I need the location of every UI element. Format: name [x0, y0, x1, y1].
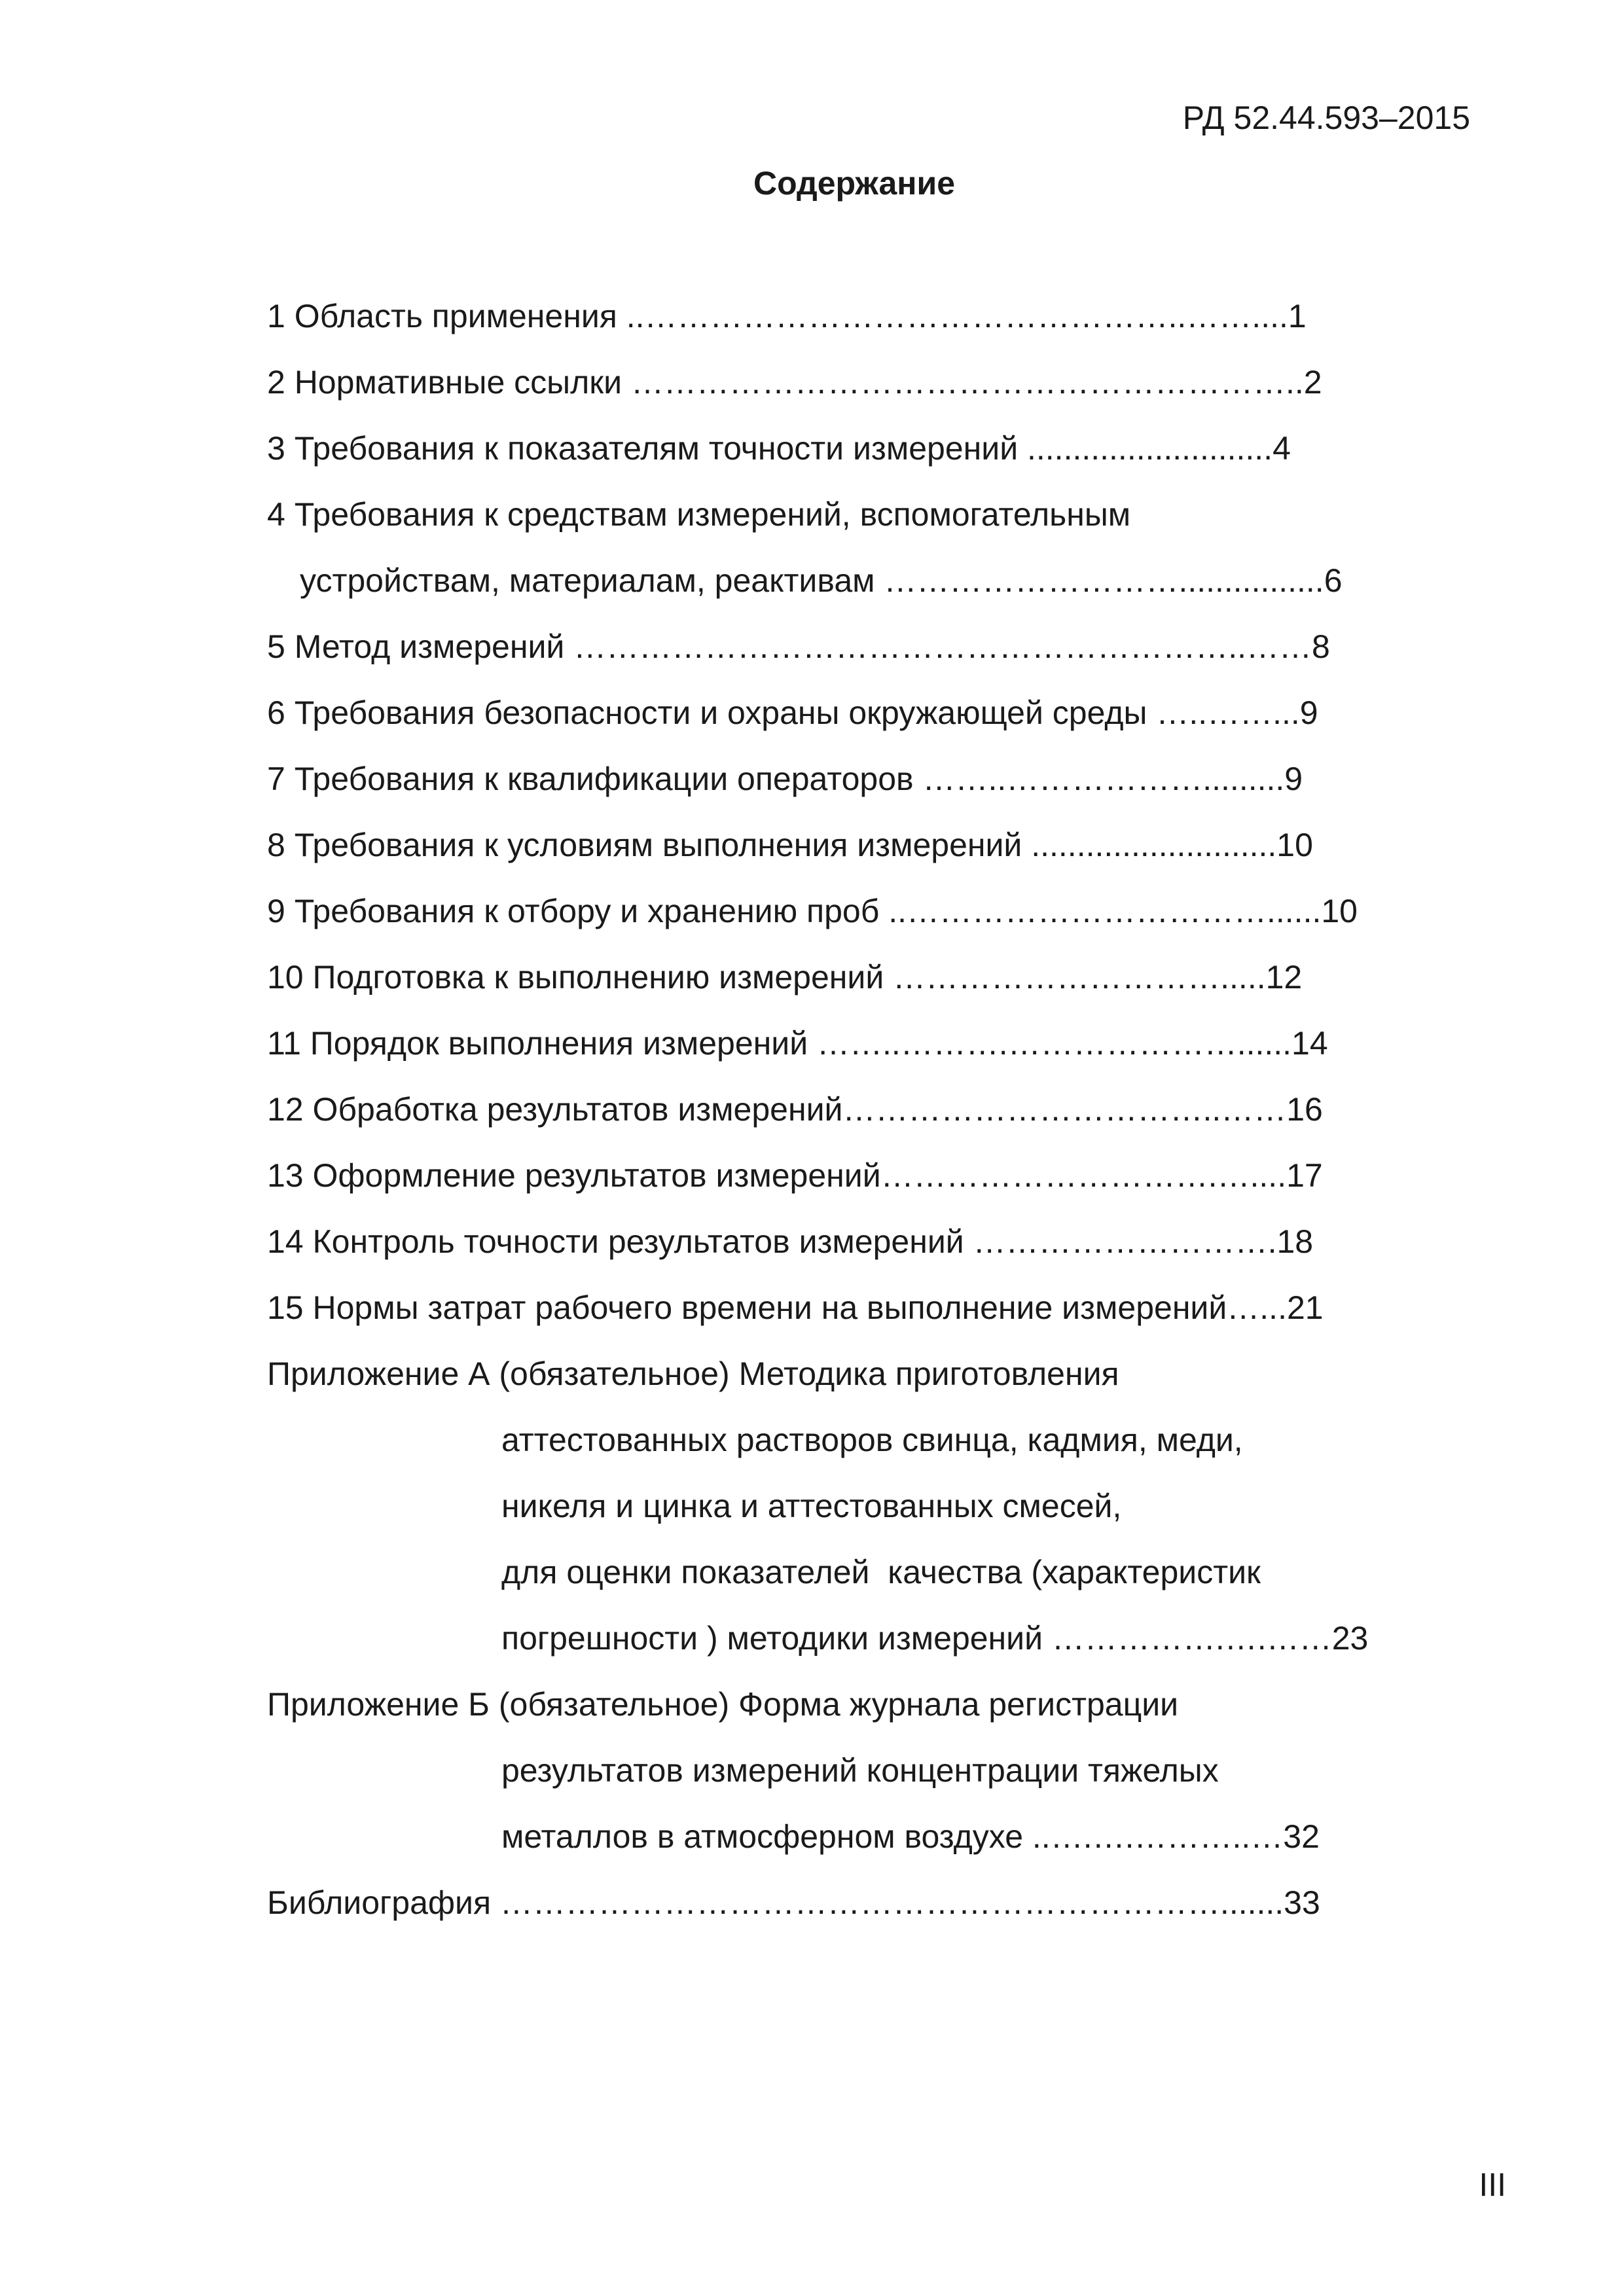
- toc-entry-11: 11 Порядок выполнения измерений ……..……….…………………......14: [267, 1025, 1328, 1062]
- table-of-contents: [267, 294, 1511, 1946]
- toc-entry-9: 9 Требования к отбору и хранению проб ..……………………………......10: [267, 893, 1358, 929]
- toc-entry-14: 14 Контроль точности результатов измерений ……………………….18: [267, 1223, 1314, 1260]
- toc-appendix-b-continued-1: результатов измерений концентрации тяжелых: [501, 1752, 1219, 1789]
- toc-appendix-a-continued-2: никеля и цинка и аттестованных смесей,: [501, 1488, 1122, 1524]
- toc-entry-12: 12 Обработка результатов измерений……………………………..……16: [267, 1091, 1323, 1128]
- toc-entry-8: 8 Требования к условиям выполнения измерений ...........................10: [267, 827, 1313, 863]
- toc-appendix-b-continued-2: металлов в атмосферном воздухе ..….….………..…32: [501, 1818, 1320, 1855]
- toc-entry-5: 5 Метод измерений ……………………………………………………..……8: [267, 628, 1330, 665]
- toc-entry-4-continued: устройствам, материалам, реактивам ………………………................6: [300, 562, 1343, 599]
- toc-entry-15: 15 Нормы затрат рабочего времени на выполнение измерений…...21: [267, 1289, 1324, 1326]
- toc-entry-6: 6 Требования безопасности и охраны окружающей среды …..……...9: [267, 694, 1318, 731]
- toc-entry-2: 2 Нормативные ссылки ……………………………………………………..2: [267, 364, 1322, 401]
- toc-appendix-b: Приложение Б (обязательное) Форма журнала регистрации: [267, 1686, 1179, 1723]
- toc-appendix-a-continued-4: погрешности ) методики измерений …………….….……23: [501, 1620, 1369, 1657]
- document-code: РД 52.44.593–2015: [1182, 99, 1470, 136]
- toc-entry-4: 4 Требования к средствам измерений, вспомогательным: [267, 496, 1131, 533]
- toc-appendix-a-continued-1: аттестованных растворов свинца, кадмия, меди,: [501, 1422, 1243, 1458]
- toc-appendix-a-continued-3: для оценки показателей качества (характеристик: [501, 1554, 1261, 1590]
- toc-appendix-a: Приложение А (обязательное) Методика приготовления: [267, 1355, 1119, 1392]
- toc-entry-1: 1 Область применения ..…………………………………………..……....1: [267, 298, 1307, 334]
- page-number: III: [1479, 2166, 1506, 2203]
- page-title: Содержание: [753, 165, 956, 202]
- toc-entry-13: 13 Оформление результатов измерений………………………….…....17: [267, 1157, 1323, 1194]
- toc-bibliography: Библиография ………………………………………………………….......33: [267, 1884, 1320, 1921]
- toc-entry-7: 7 Требования к квалификации операторов ……..……………….........9: [267, 761, 1303, 797]
- toc-entry-3: 3 Требования к показателям точности измерений ...........................4: [267, 430, 1291, 467]
- toc-entry-10: 10 Подготовка к выполнению измерений ………………………….....12: [267, 959, 1303, 996]
